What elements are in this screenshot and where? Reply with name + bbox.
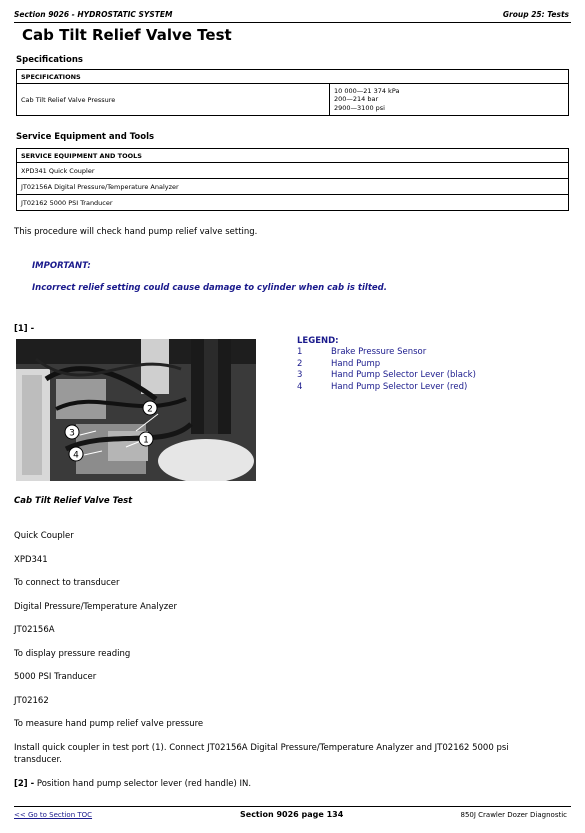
group-header: Group 25: Tests [502, 10, 569, 19]
legend-item [297, 370, 476, 382]
legend-text: Brake Pressure Sensor [331, 347, 427, 357]
section-header: Section 9026 - HYDROSTATIC SYSTEM [14, 10, 173, 19]
svg-text:3: 3 [69, 428, 75, 439]
spec-row-label: Cab Tilt Relief Valve Pressure [17, 84, 330, 116]
cab-tilt-photo [16, 339, 256, 481]
body-line: To measure hand pump relief valve pressure [14, 719, 204, 729]
specifications-table-header: SPECIFICATIONS [17, 70, 569, 84]
photo-illustration [16, 339, 256, 481]
legend [297, 336, 476, 393]
legend-text: Hand Pump Selector Lever (red) [331, 381, 468, 392]
intro-text: This procedure will check hand pump relief valve setting. [14, 227, 258, 237]
document-title: 850J Crawler Dozer Diagnostic [460, 811, 567, 819]
body-line: 5000 PSI Tranducer [14, 672, 97, 682]
body-line: To connect to transducer [14, 578, 120, 588]
body-line: Digital Pressure/Temperature Analyzer [14, 602, 177, 612]
callout-3 [65, 425, 79, 439]
page-title: Cab Tilt Relief Valve Test [22, 26, 232, 44]
spec-row-values [330, 84, 569, 116]
step-1-label: [1] - [14, 324, 35, 334]
legend-number: 4 [297, 381, 303, 392]
step-2-label: [2] - [14, 779, 35, 789]
step-2-text: Position hand pump selector lever (red handle) IN. [36, 779, 252, 789]
legend-number: 3 [297, 370, 303, 380]
specifications-heading: Specifications [16, 55, 83, 65]
service-tools-table [16, 148, 569, 211]
tool-row: XPD341 Quick Coupler [17, 163, 569, 179]
body-line: Quick Coupler [14, 531, 74, 541]
body-line: XPD341 [14, 555, 48, 565]
legend-text: Hand Pump Selector Lever (black) [331, 370, 476, 380]
figure-caption: Cab Tilt Relief Valve Test [14, 496, 133, 506]
tool-row: JT02162 5000 PSI Tranducer [17, 195, 569, 211]
footer-divider [14, 806, 571, 807]
spec-value-bar: 200—214 bar [334, 95, 379, 104]
svg-text:1: 1 [143, 435, 149, 446]
legend-item [297, 382, 476, 394]
body-line: To display pressure reading [14, 649, 131, 659]
body-line: JT02162 [14, 696, 49, 706]
legend-item [297, 347, 476, 359]
svg-text:2: 2 [147, 404, 153, 415]
service-tools-table-header: SERVICE EQUIPMENT AND TOOLS [17, 149, 569, 163]
callout-4 [69, 447, 83, 461]
callout-1 [139, 432, 153, 446]
specifications-table [16, 69, 569, 116]
section-toc-link[interactable]: << Go to Section TOC [14, 811, 93, 819]
spec-value-kpa: 10 000—21 374 kPa [334, 86, 400, 95]
body-line: JT02156A [14, 625, 55, 635]
legend-text: Hand Pump [331, 358, 381, 369]
legend-title: LEGEND: [297, 336, 339, 346]
header-divider [14, 22, 571, 23]
legend-number: 1 [297, 347, 303, 357]
page-number: Section 9026 page 134 [240, 810, 344, 819]
svg-text:4: 4 [73, 450, 79, 461]
step-2 [14, 779, 251, 789]
spec-value-psi: 2900—3100 psi [334, 103, 385, 112]
install-instruction: Install quick coupler in test port (1). Connect JT02156A Digital Pressure/Temperature Analyzer and JT02162 5000 psi transducer. [14, 743, 509, 765]
important-label: IMPORTANT: [32, 261, 91, 271]
tool-row: JT02156A Digital Pressure/Temperature Analyzer [17, 179, 569, 195]
service-tools-heading: Service Equipment and Tools [16, 132, 155, 142]
legend-item [297, 359, 476, 371]
legend-number: 2 [297, 358, 303, 369]
important-text: Incorrect relief setting could cause damage to cylinder when cab is tilted. [32, 283, 387, 293]
callout-2 [143, 401, 157, 415]
